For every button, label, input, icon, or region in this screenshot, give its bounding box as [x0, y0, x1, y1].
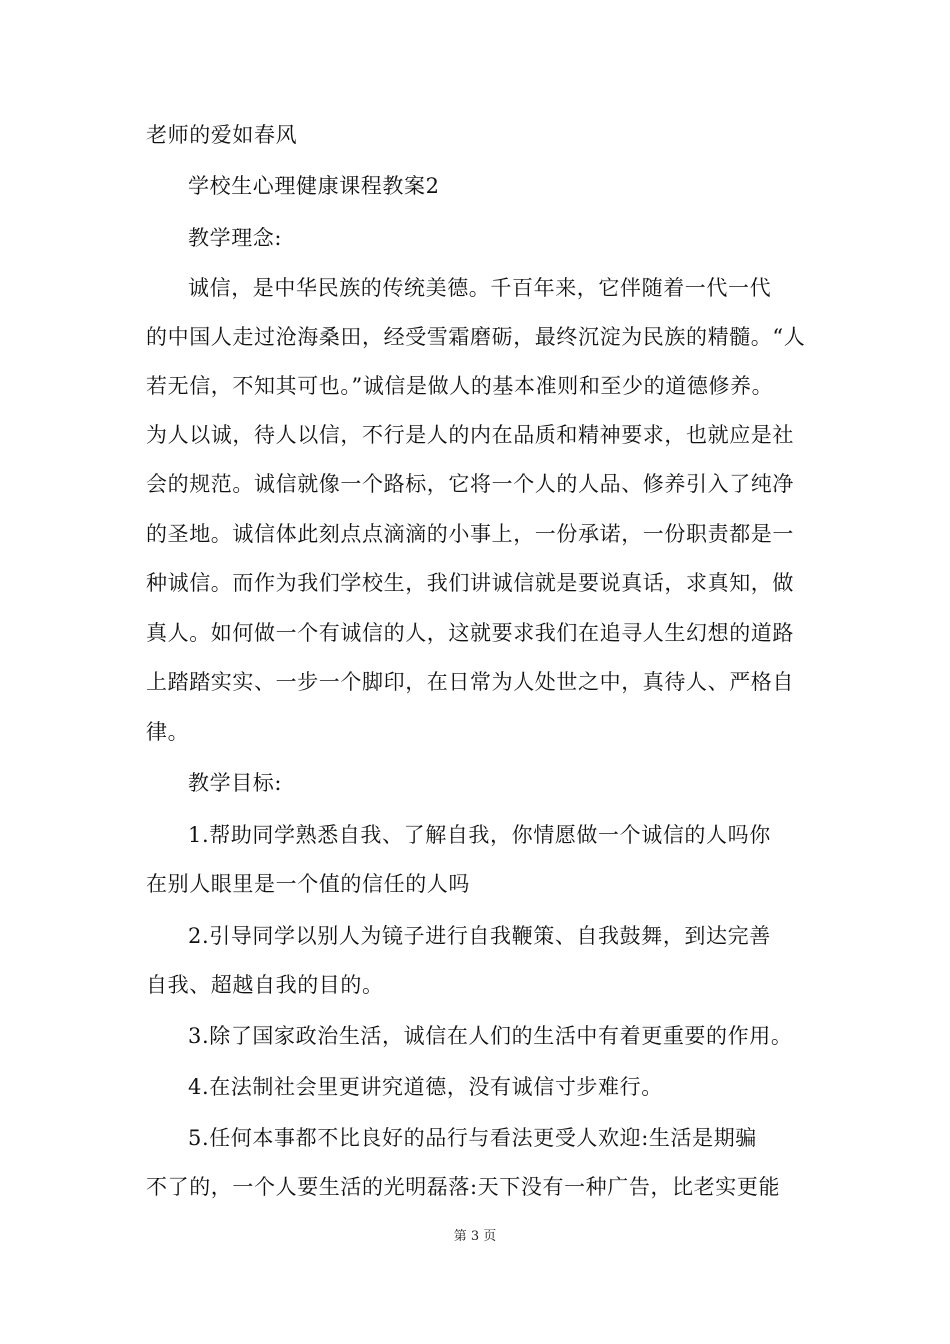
paragraph-line: 上踏踏实实、一步一个脚印，在日常为人处世之中，真待人、严格自 [146, 670, 794, 694]
paragraph-line: 诚信，是中华民族的传统美德。千百年来，它伴随着一代一代 [188, 276, 772, 300]
paragraph-line: 为人以诚，待人以信，不行是人的内在品质和精神要求，也就应是社 [146, 423, 794, 447]
text-line-closing: 老师的爱如春风 [146, 123, 298, 147]
heading-teaching-philosophy: 教学理念: [188, 226, 283, 250]
paragraph-line: 会的规范。诚信就像一个路标，它将一个人的人品、修养引入了纯净 [146, 472, 794, 496]
goal-item-3: 3.除了国家政治生活，诚信在人们的生活中有着更重要的作用。 [188, 1024, 793, 1048]
paragraph-line: 种诚信。而作为我们学校生，我们讲诚信就是要说真话，求真知，做 [146, 571, 794, 595]
heading-teaching-goals: 教学目标: [188, 771, 283, 795]
section-title: 学校生心理健康课程教案2 [188, 174, 440, 198]
goal-item-5: 5.任何本事都不比良好的品行与看法更受人欢迎:生活是期骗 [188, 1126, 757, 1150]
paragraph-line: 的中国人走过沧海桑田，经受雪霜磨砺，最终沉淀为民族的精髓。“人 [146, 325, 806, 349]
goal-item-4: 4.在法制社会里更讲究道德，没有诚信寸步难行。 [188, 1075, 663, 1099]
goal-item-2: 2.引导同学以别人为镜子进行自我鞭策、自我鼓舞，到达完善 [188, 924, 771, 948]
paragraph-line: 若无信，不知其可也。”诚信是做人的基本准则和至少的道德修养。 [146, 374, 774, 398]
paragraph-line: 的圣地。诚信体此刻点点滴滴的小事上，一份承诺，一份职责都是一 [146, 522, 794, 546]
goal-item-5-cont: 不了的，一个人要生活的光明磊落:天下没有一种广告，比老实更能 [146, 1175, 781, 1199]
goal-item-1-cont: 在别人眼里是一个值的信任的人吗 [146, 872, 470, 896]
goal-item-2-cont: 自我、超越自我的目的。 [146, 973, 384, 997]
paragraph-line: 真人。如何做一个有诚信的人，这就要求我们在追寻人生幻想的道路 [146, 621, 794, 645]
paragraph-line: 律。 [146, 720, 190, 744]
page-number: 第 3 页 [453, 1229, 497, 1244]
goal-item-1: 1.帮助同学熟悉自我、了解自我，你情愿做一个诚信的人吗你 [188, 823, 771, 847]
